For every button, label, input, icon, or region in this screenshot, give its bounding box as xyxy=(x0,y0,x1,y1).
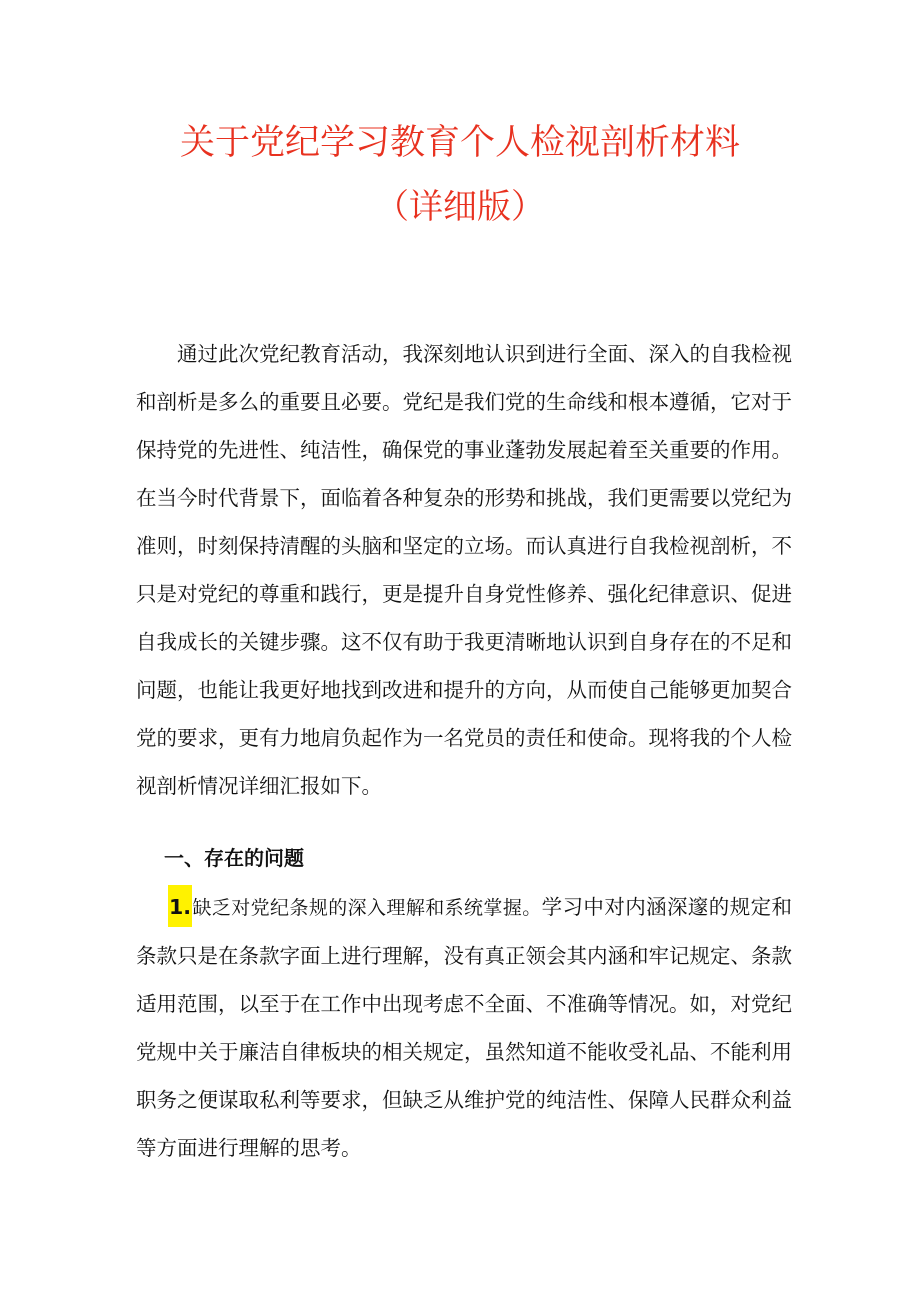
intro-paragraph: 通过此次党纪教育活动，我深刻地认识到进行全面、深入的自我检视和剖析是多么的重要且必要。党纪是我们党的生命线和根本遵循，它对于保持党的先进性、纯洁性，确保党的事业蓬勃发展起着至关重要的作用。在当今时代背景下，面临着各种复杂的形势和挑战，我们更需要以党纪为准则，时刻保持清醒的头脑和坚定的立场。而认真进行自我检视剖析，不只是对党纪的尊重和践行，更是提升自身党性修养、强化纪律意识、促进自我成长的关键步骤。这不仅有助于我更清晰地认识到自身存在的不足和问题，也能让我更好地找到改进和提升的方向，从而使自己能够更加契合党的要求，更有力地肩负起作为一名党员的责任和使命。现将我的个人检视剖析情况详细汇报如下。 xyxy=(136,342,792,798)
item-number-highlight: 1. xyxy=(168,885,192,927)
document-subtitle: （详细版） xyxy=(375,187,545,227)
item-body-text: 学习中对内涵深邃的规定和条款只是在条款字面上进行理解，没有真正领会其内涵和牢记规定、条款适用范围，以至于在工作中出现考虑不全面、不准确等情况。如，对党纪党规中关于廉洁自律板块的相关规定，虽然知道不能收受礼品、不能利用职务之便谋取私利等要求，但缺乏从维护党的纯洁性、保障人民群众利益等方面进行理解的思考。 xyxy=(136,895,792,1160)
problem-item-1 xyxy=(136,883,792,1172)
document-title: 关于党纪学习教育个人检视剖析材料 xyxy=(179,123,740,163)
section-heading-problems: 一、存在的问题 xyxy=(164,846,304,870)
item-lead-sentence: 缺乏对党纪条规的深入理解和系统掌握。 xyxy=(192,897,542,919)
